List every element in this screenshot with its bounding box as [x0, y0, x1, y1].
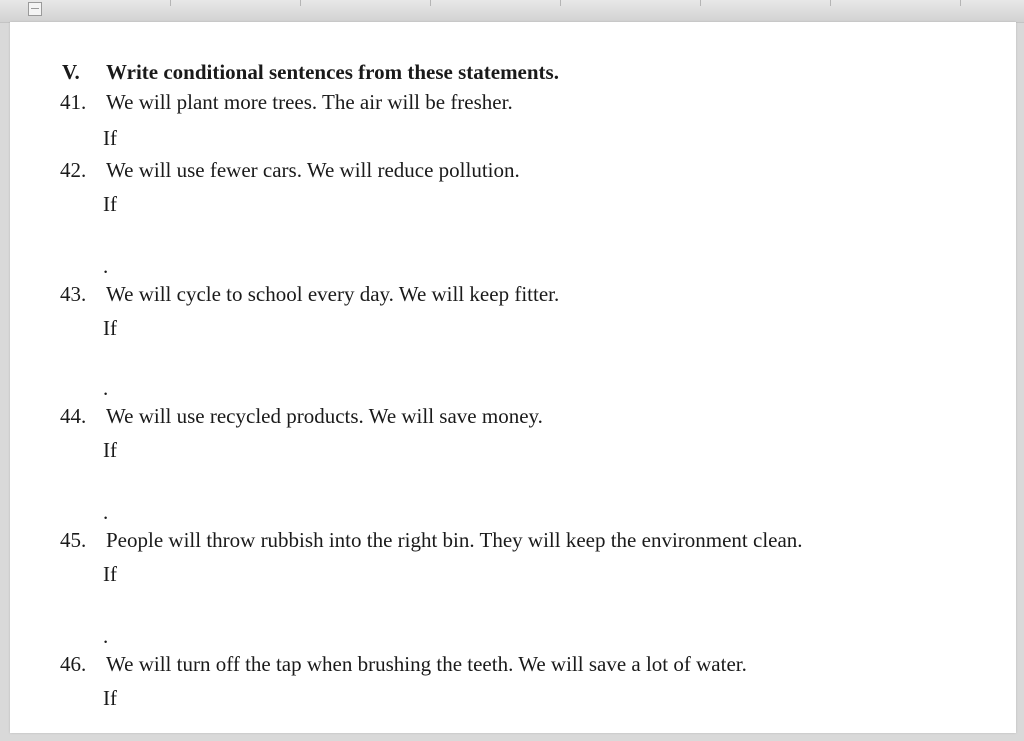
item-number: 43.: [60, 282, 87, 306]
heading-number: V.: [62, 60, 80, 84]
answer-end-mark: .: [103, 376, 109, 400]
item-number: 46.: [60, 652, 87, 676]
exercise-heading: [62, 60, 559, 85]
answer-end-mark: .: [103, 624, 109, 648]
list-item: [60, 282, 559, 307]
window-top-strip: [0, 0, 1024, 23]
answer-prompt[interactable]: If: [103, 316, 117, 340]
ruler-tick: [700, 0, 701, 6]
answer-prompt[interactable]: If: [103, 192, 117, 216]
item-statement: We will use fewer cars. We will reduce pollution.: [106, 158, 520, 182]
list-item: [60, 158, 520, 183]
item-statement: People will throw rubbish into the right bin. They will keep the environment clean.: [106, 528, 803, 552]
item-number: 42.: [60, 158, 87, 182]
heading-text: Write conditional sentences from these statements.: [106, 60, 559, 84]
list-item: [60, 528, 803, 553]
item-statement: We will turn off the tap when brushing the teeth. We will save a lot of water.: [106, 652, 747, 676]
item-number: 45.: [60, 528, 87, 552]
ruler-tick: [170, 0, 171, 6]
list-item: [60, 90, 513, 115]
item-number: 41.: [60, 90, 87, 114]
item-statement: We will use recycled products. We will save money.: [106, 404, 543, 428]
ruler-tick: [430, 0, 431, 6]
answer-end-mark: .: [103, 254, 109, 278]
document-page[interactable]: [10, 22, 1016, 733]
answer-end-mark: .: [103, 500, 109, 524]
item-statement: We will plant more trees. The air will be fresher.: [106, 90, 513, 114]
ruler-tick: [560, 0, 561, 6]
list-item: [60, 652, 747, 677]
ruler-tick: [960, 0, 961, 6]
answer-prompt[interactable]: If: [103, 562, 117, 586]
answer-prompt[interactable]: If: [103, 126, 117, 150]
item-number: 44.: [60, 404, 87, 428]
item-statement: We will cycle to school every day. We will keep fitter.: [106, 282, 560, 306]
list-item: [60, 404, 543, 429]
ruler-tick: [300, 0, 301, 6]
answer-prompt[interactable]: If: [103, 438, 117, 462]
layout-options-icon[interactable]: [28, 2, 42, 16]
ruler-tick: [830, 0, 831, 6]
answer-prompt[interactable]: If: [103, 686, 117, 710]
